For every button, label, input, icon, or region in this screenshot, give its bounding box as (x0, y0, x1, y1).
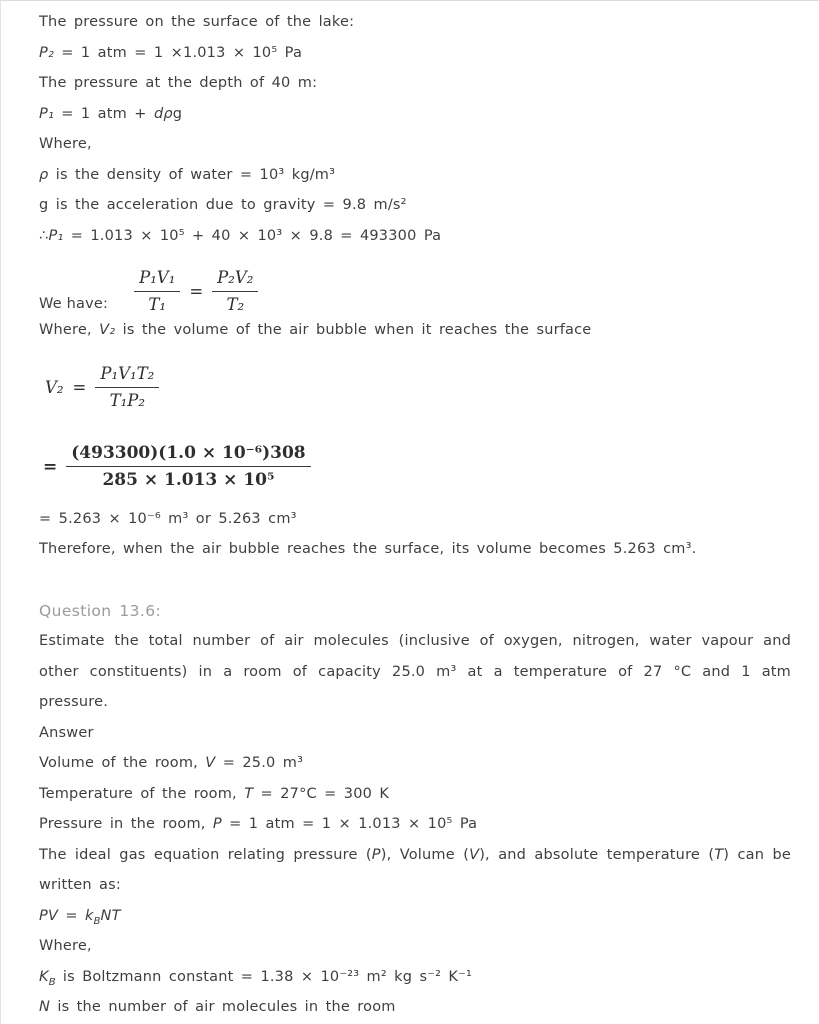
equation-fraction (95, 364, 159, 411)
line-room-temperature (39, 779, 791, 810)
math-operator: = (72, 378, 87, 397)
fraction-denominator: 285 × 1.013 × 10⁵ (102, 470, 275, 490)
text-segment: The ideal gas equation relating pressure ( (39, 846, 372, 863)
section-gap (39, 565, 791, 596)
line-surface-pressure-label: The pressure on the surface of the lake: (39, 14, 355, 30)
text-segment: = 27°C = 300 K (253, 785, 390, 802)
equation-math (45, 364, 159, 411)
fraction-denominator: T₁ (148, 295, 167, 315)
subscript: B (93, 915, 101, 927)
text-segment: is the density of water = 10³ kg/m³ (48, 166, 336, 183)
italic-variable: k (85, 907, 94, 924)
line-where-1: Where, (39, 136, 92, 152)
text-segment: = 1 atm = 1 ×1.013 × 10⁵ Pa (53, 44, 303, 61)
text-segment: = 25.0 m³ (215, 755, 304, 771)
text-segment: = 1 atm + (53, 105, 154, 122)
line-ideal-gas-equation (39, 901, 791, 932)
italic-variable: PV (39, 907, 59, 924)
question-text: Estimate the total number of air molecules (inclusive of oxygen, nitrogen, water vapour and other constituents) in a room of capacity 25.0 m³ at a temperature of 27 °C and 1 atm pressure. (39, 633, 791, 710)
equation-v2-substitution (39, 430, 791, 504)
italic-variable: ρ (39, 166, 49, 183)
italic-variable: P (371, 846, 381, 863)
text-segment: = 1.013 × 10⁵ + 40 × 10³ × 9.8 = 493300 Pa (63, 227, 442, 244)
text-segment: is the number of air molecules in the room (50, 999, 396, 1015)
italic-variable: P (212, 816, 222, 832)
text-segment: ), and absolute temperature ( (479, 846, 715, 863)
line-p1-result (39, 221, 791, 252)
subscript: B (48, 976, 56, 988)
equation-combined-gas-law (39, 251, 791, 315)
line-density (39, 160, 791, 191)
italic-variable: N (39, 999, 51, 1015)
text-segment: ), Volume ( (380, 846, 470, 863)
text-segment: Temperature of the room, (39, 785, 245, 802)
fraction-numerator: (493300)(1.0 × 10⁻⁶)308 (66, 443, 310, 467)
line-ideal-gas-intro (39, 840, 791, 901)
italic-variable: P₁ (39, 105, 54, 122)
math-operator: = (43, 456, 58, 477)
fraction-denominator: T₁P₂ (109, 391, 145, 410)
text-segment: Volume of the room, (39, 755, 206, 771)
italic-variable: T (244, 785, 254, 802)
text-segment: ∴ (39, 227, 49, 244)
fraction-numerator: P₁V₁ (134, 268, 180, 292)
line-room-pressure (39, 809, 791, 840)
document-body (1, 1, 819, 1023)
line-depth-pressure-label: The pressure at the depth of 40 m: (39, 75, 318, 91)
line-where-v2 (39, 315, 791, 346)
line-p1-formula (39, 99, 791, 130)
equation-fraction (66, 443, 310, 491)
text-segment: is Boltzmann constant = 1.38 × 10⁻²³ m² kg s⁻² K⁻¹ (55, 968, 472, 985)
line-boltzmann-constant (39, 962, 791, 993)
text-segment: = (58, 907, 86, 924)
equation-math (43, 443, 311, 491)
equation-lead-text: We have: (39, 296, 109, 312)
italic-variable: V₂ (99, 322, 116, 338)
italic-variable: V (205, 755, 216, 771)
italic-variable: P₂ (39, 44, 54, 61)
equation-fraction (134, 268, 180, 315)
line-v2-result: = 5.263 × 10⁻⁶ m³ or 5.263 cm³ (39, 510, 297, 527)
equation-math (134, 268, 258, 315)
italic-variable: V (469, 846, 480, 863)
text-segment: ) can be written as: (39, 846, 792, 893)
math-operator: = (189, 282, 204, 302)
equation-v2-expression (39, 346, 791, 430)
fraction-denominator: T₂ (226, 295, 245, 315)
fraction-numerator: P₂V₂ (212, 268, 258, 292)
italic-variable: T (714, 846, 724, 863)
math-variable: V₂ (45, 378, 64, 397)
text-segment: g (172, 105, 183, 122)
line-conclusion-13-5: Therefore, when the air bubble reaches the surface, its volume becomes 5.263 cm³. (39, 541, 697, 557)
question-heading: Question 13.6: (39, 601, 162, 620)
answer-label: Answer (39, 724, 94, 741)
text-segment: Pressure in the room, (39, 816, 213, 832)
line-room-volume (39, 748, 791, 779)
line-n-definition (39, 992, 791, 1023)
line-gravity: g is the acceleration due to gravity = 9.8 m/s² (39, 197, 407, 213)
italic-variable: K (39, 968, 49, 985)
italic-variable: dρ (153, 105, 173, 122)
text-segment: Where, (39, 322, 100, 338)
line-where-2: Where, (39, 938, 92, 954)
fraction-numerator: P₁V₁T₂ (95, 364, 159, 388)
text-segment: is the volume of the air bubble when it reaches the surface (115, 322, 592, 338)
text-segment: = 1 atm = 1 × 1.013 × 10⁵ Pa (221, 816, 478, 832)
italic-variable: P₁ (48, 227, 64, 244)
italic-variable: NT (100, 907, 121, 924)
equation-fraction (212, 268, 258, 315)
line-p2-value (39, 38, 791, 69)
